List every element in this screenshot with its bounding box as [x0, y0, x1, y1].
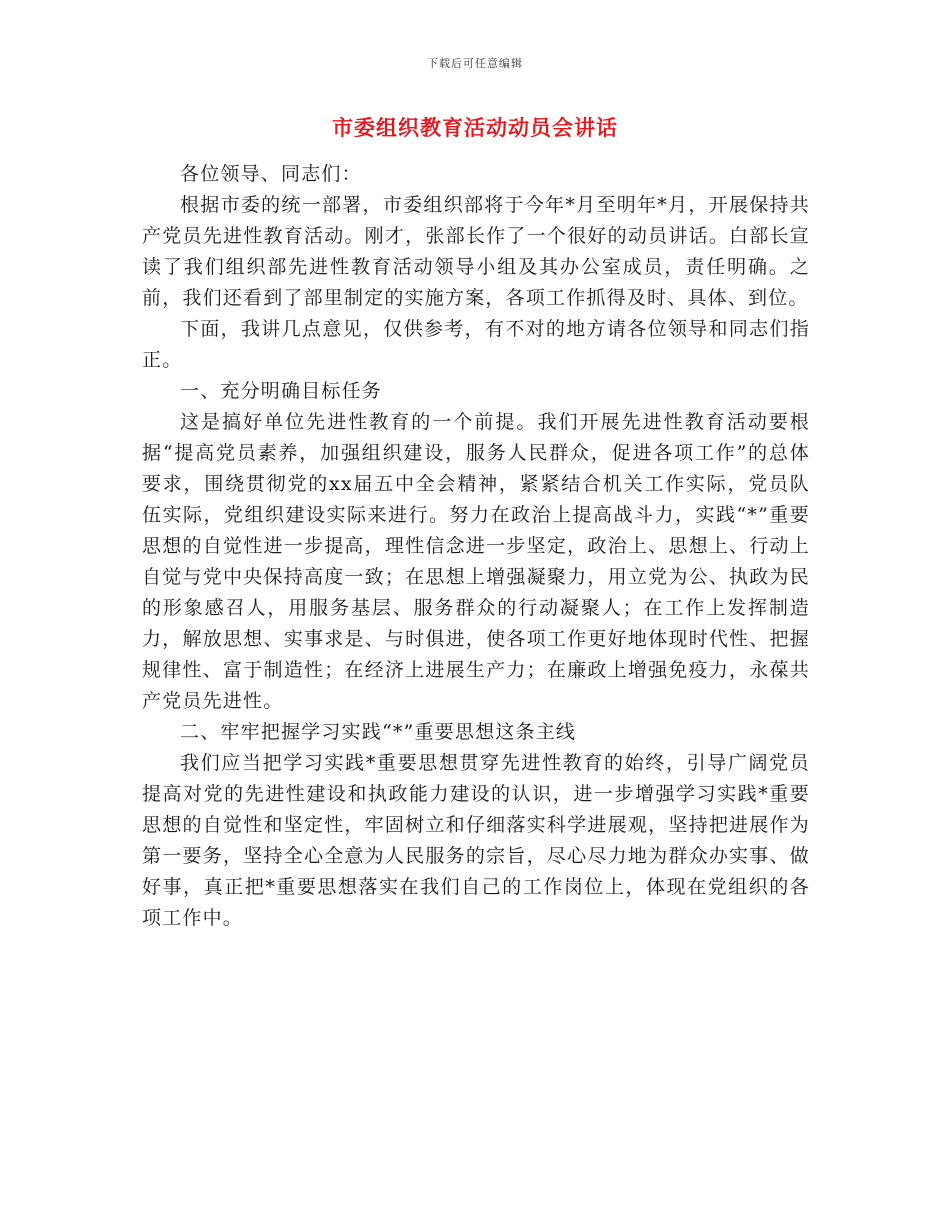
- header-note: 下载后可任意编辑: [427, 57, 523, 70]
- section-heading: 一、充分明确目标任务: [180, 380, 383, 402]
- document-title: 市委组织教育活动动员会讲话: [332, 115, 618, 140]
- body-paragraph: 我们应当把学习实践*重要思想贯穿先进性教育的始终，引导广阔党员提高对党的先进性建设和执政能力建设的认识，进一步增强学习实践*重要思想的自觉性和坚定性，牢固树立和仔细落实科学进展观，坚持把进展作为第一要务，坚持全心全意为人民服务的宗旨，尽心尽力地为群众办实事、做好事，真正把*重要思想落实在我们自己的工作岗位上，体现在党组织的各项工作中。: [142, 752, 810, 929]
- body-paragraph: 根据市委的统一部署，市委组织部将于今年*月至明年*月，开展保持共产党员先进性教育活动。刚才，张部长作了一个很好的动员讲话。白部长宣读了我们组织部先进性教育活动领导小组及其办公室成员，责任明确。之前，我们还看到了部里制定的实施方案，各项工作抓得及时、具体、到位。: [142, 194, 810, 309]
- body-paragraph: 下面，我讲几点意见，仅供参考，有不对的地方请各位领导和同志们指正。: [142, 318, 810, 371]
- salutation: 各位领导、同志们：: [180, 163, 362, 185]
- body-paragraph: 这是搞好单位先进性教育的一个前提。我们开展先进性教育活动要根据“提高党员素养，加强组织建设，服务人民群众，促进各项工作”的总体要求，围绕贯彻党的xx届五中全会精神，紧紧结合机关工作实际，党员队伍实际，党组织建设实际来进行。努力在政治上提高战斗力，实践“*”重要思想的自觉性进一步提高，理性信念进一步坚定，政治上、思想上、行动上自觉与党中央保持高度一致；在思想上增强凝聚力，用立党为公、执政为民的形象感召人，用服务基层、服务群众的行动凝聚人；在工作上发挥制造力，解放思想、实事求是、与时俱进，使各项工作更好地体现时代性、把握规律性、富于制造性；在经济上进展生产力；在廉政上增强免疫力，永葆共产党员先进性。: [142, 411, 810, 712]
- document-body: [142, 159, 810, 934]
- section-heading: 二、牢牢把握学习实践“*”重要思想这条主线: [180, 721, 577, 743]
